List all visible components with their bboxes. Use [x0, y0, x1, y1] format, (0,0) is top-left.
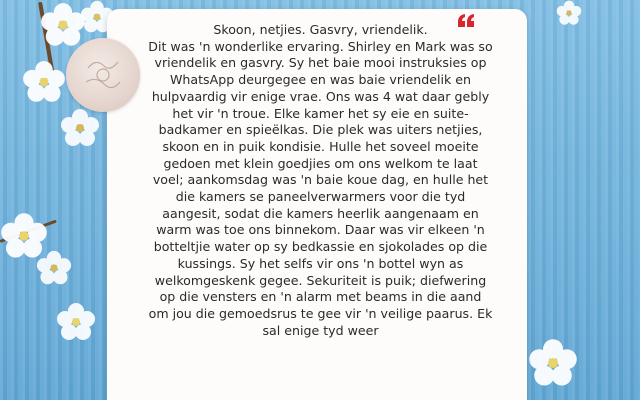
review-body: Dit was 'n wonderlike ervaring. Shirley en Mark was so vriendelik en gasvry. Sy het baie mooi instruksies op WhatsApp deurgegee en was baie vriendelik en hulpvaardig vir enige vrae. Ons was 4 wat daar gebly het vir 'n troue. Elke kamer het sy eie en suite-badkamer en spieëlkas. Die plek was uiters netjies, skoon en in puik kondisie. Hulle het soveel moeite gedoen met klein goedjies om ons welkom te laat voel; aankomsdag was 'n baie koue dag, en hulle het die kamers se paneelverwarmers voor die tyd aangesit, sodat die kamers heerlik aangenaam en warm was toe ons binnekom. Daar was vir elkeen 'n botteltjie water op sy bedkassie en sjokolades op die kussings. Sy het selfs vir ons 'n bottel wyn as welkomgeskenk gegee. Sekuriteit is puik; diefwering op die vensters en 'n alarm met beams in die aand om jou die gemoedsrus te gee vir 'n veilige paarus. Ek sal enige tyd weer — [148, 38, 493, 338]
blossom-icon — [22, 60, 66, 104]
blossom-icon — [56, 302, 96, 342]
blossom-icon — [36, 250, 72, 286]
blossom-icon — [528, 338, 578, 388]
blossom-icon — [60, 108, 100, 148]
reviewer-avatar — [66, 38, 140, 112]
review-title: Skoon, netjies. Gasvry, vriendelik. — [213, 22, 428, 37]
blossom-icon — [548, 0, 590, 26]
review-text — [148, 22, 493, 339]
